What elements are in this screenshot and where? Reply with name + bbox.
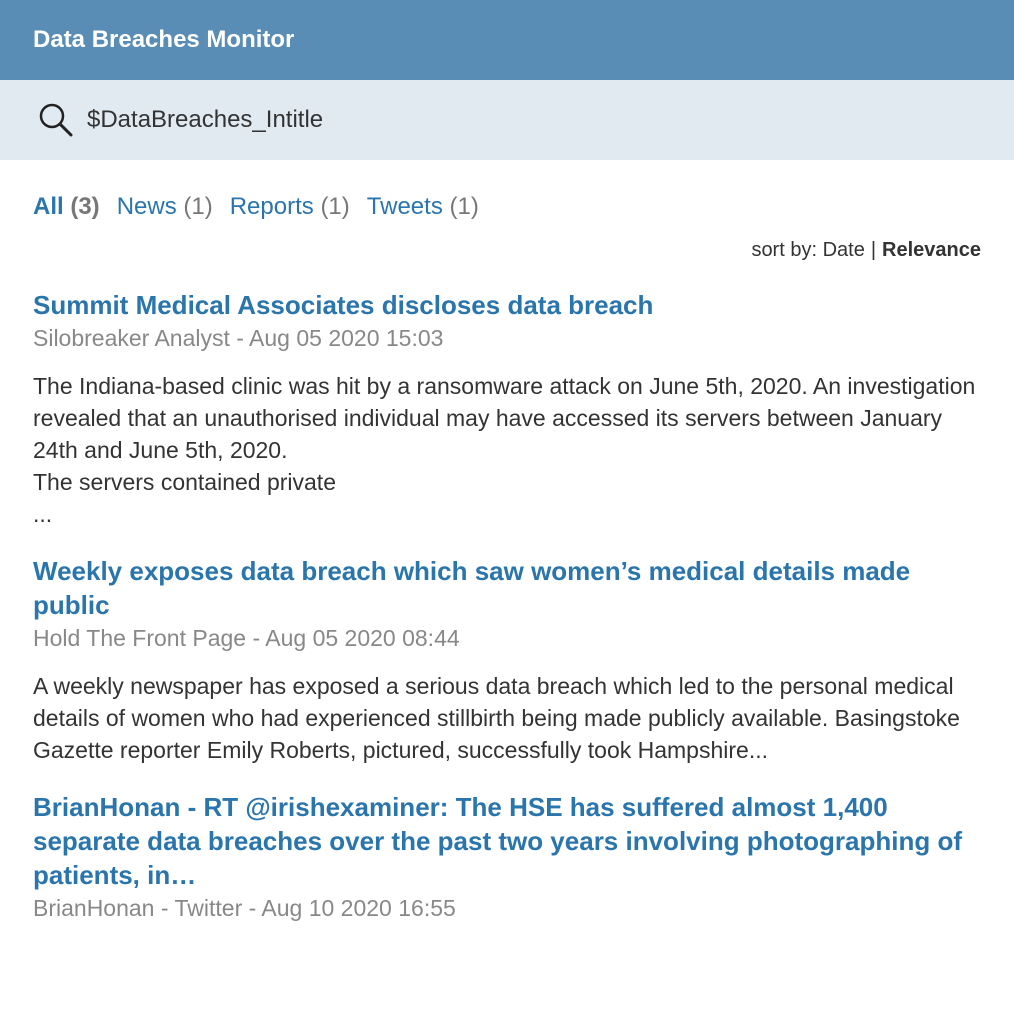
sort-date-option[interactable]: Date	[822, 239, 865, 261]
filter-all[interactable]	[33, 193, 100, 221]
results-list	[33, 288, 981, 924]
filter-reports[interactable]	[230, 193, 350, 221]
result-meta: Silobreaker Analyst - Aug 05 2020 15:03	[33, 325, 444, 351]
app-header	[0, 0, 1014, 80]
search-bar[interactable]	[0, 80, 1014, 160]
filter-count: (3)	[70, 193, 100, 220]
filter-count: (1)	[320, 193, 350, 220]
result-item	[33, 790, 981, 924]
result-title-link[interactable]: Summit Medical Associates discloses data breach	[33, 290, 654, 320]
filter-label: Tweets	[366, 193, 443, 220]
filter-tweets[interactable]	[367, 193, 479, 221]
app-title: Data Breaches Monitor	[33, 26, 295, 53]
result-snippet: The Indiana-based clinic was hit by a ransomware attack on June 5th, 2020. An investigation revealed that an unauthorised individual may have accessed its servers between January 24th and June 5th, 2020. The servers contained private ...	[33, 373, 976, 527]
filter-label: All	[33, 193, 64, 220]
result-item	[33, 554, 981, 766]
sort-relevance-option[interactable]: Relevance	[882, 239, 981, 261]
filter-label: News	[116, 193, 177, 220]
result-meta: Hold The Front Page - Aug 05 2020 08:44	[33, 625, 460, 651]
sort-controls	[33, 239, 981, 262]
filter-news[interactable]	[117, 193, 213, 221]
result-title-link[interactable]: BrianHonan - RT @irishexaminer: The HSE has suffered almost 1,400 separate data breaches over the past two years involving photographing of patients, in…	[33, 792, 962, 890]
result-meta: BrianHonan - Twitter - Aug 10 2020 16:55	[33, 895, 456, 921]
filter-count: (1)	[183, 193, 213, 220]
sort-prefix: sort by:	[751, 239, 818, 261]
sort-separator: |	[870, 239, 877, 261]
result-title-link[interactable]: Weekly exposes data breach which saw women’s medical details made public	[33, 556, 911, 620]
result-item	[33, 288, 981, 530]
filter-count: (1)	[449, 193, 479, 220]
filter-label: Reports	[229, 193, 314, 220]
search-icon[interactable]	[37, 101, 75, 139]
main-content	[0, 193, 1014, 924]
search-query[interactable]: $DataBreaches_Intitle	[87, 106, 324, 133]
result-snippet: A weekly newspaper has exposed a serious data breach which led to the personal medical details of women who had experienced stillbirth being made publicly available. Basingstoke Gazette reporter Emily Roberts, pictured, successfully took Hampshire...	[33, 673, 960, 763]
filter-tabs	[33, 193, 981, 221]
